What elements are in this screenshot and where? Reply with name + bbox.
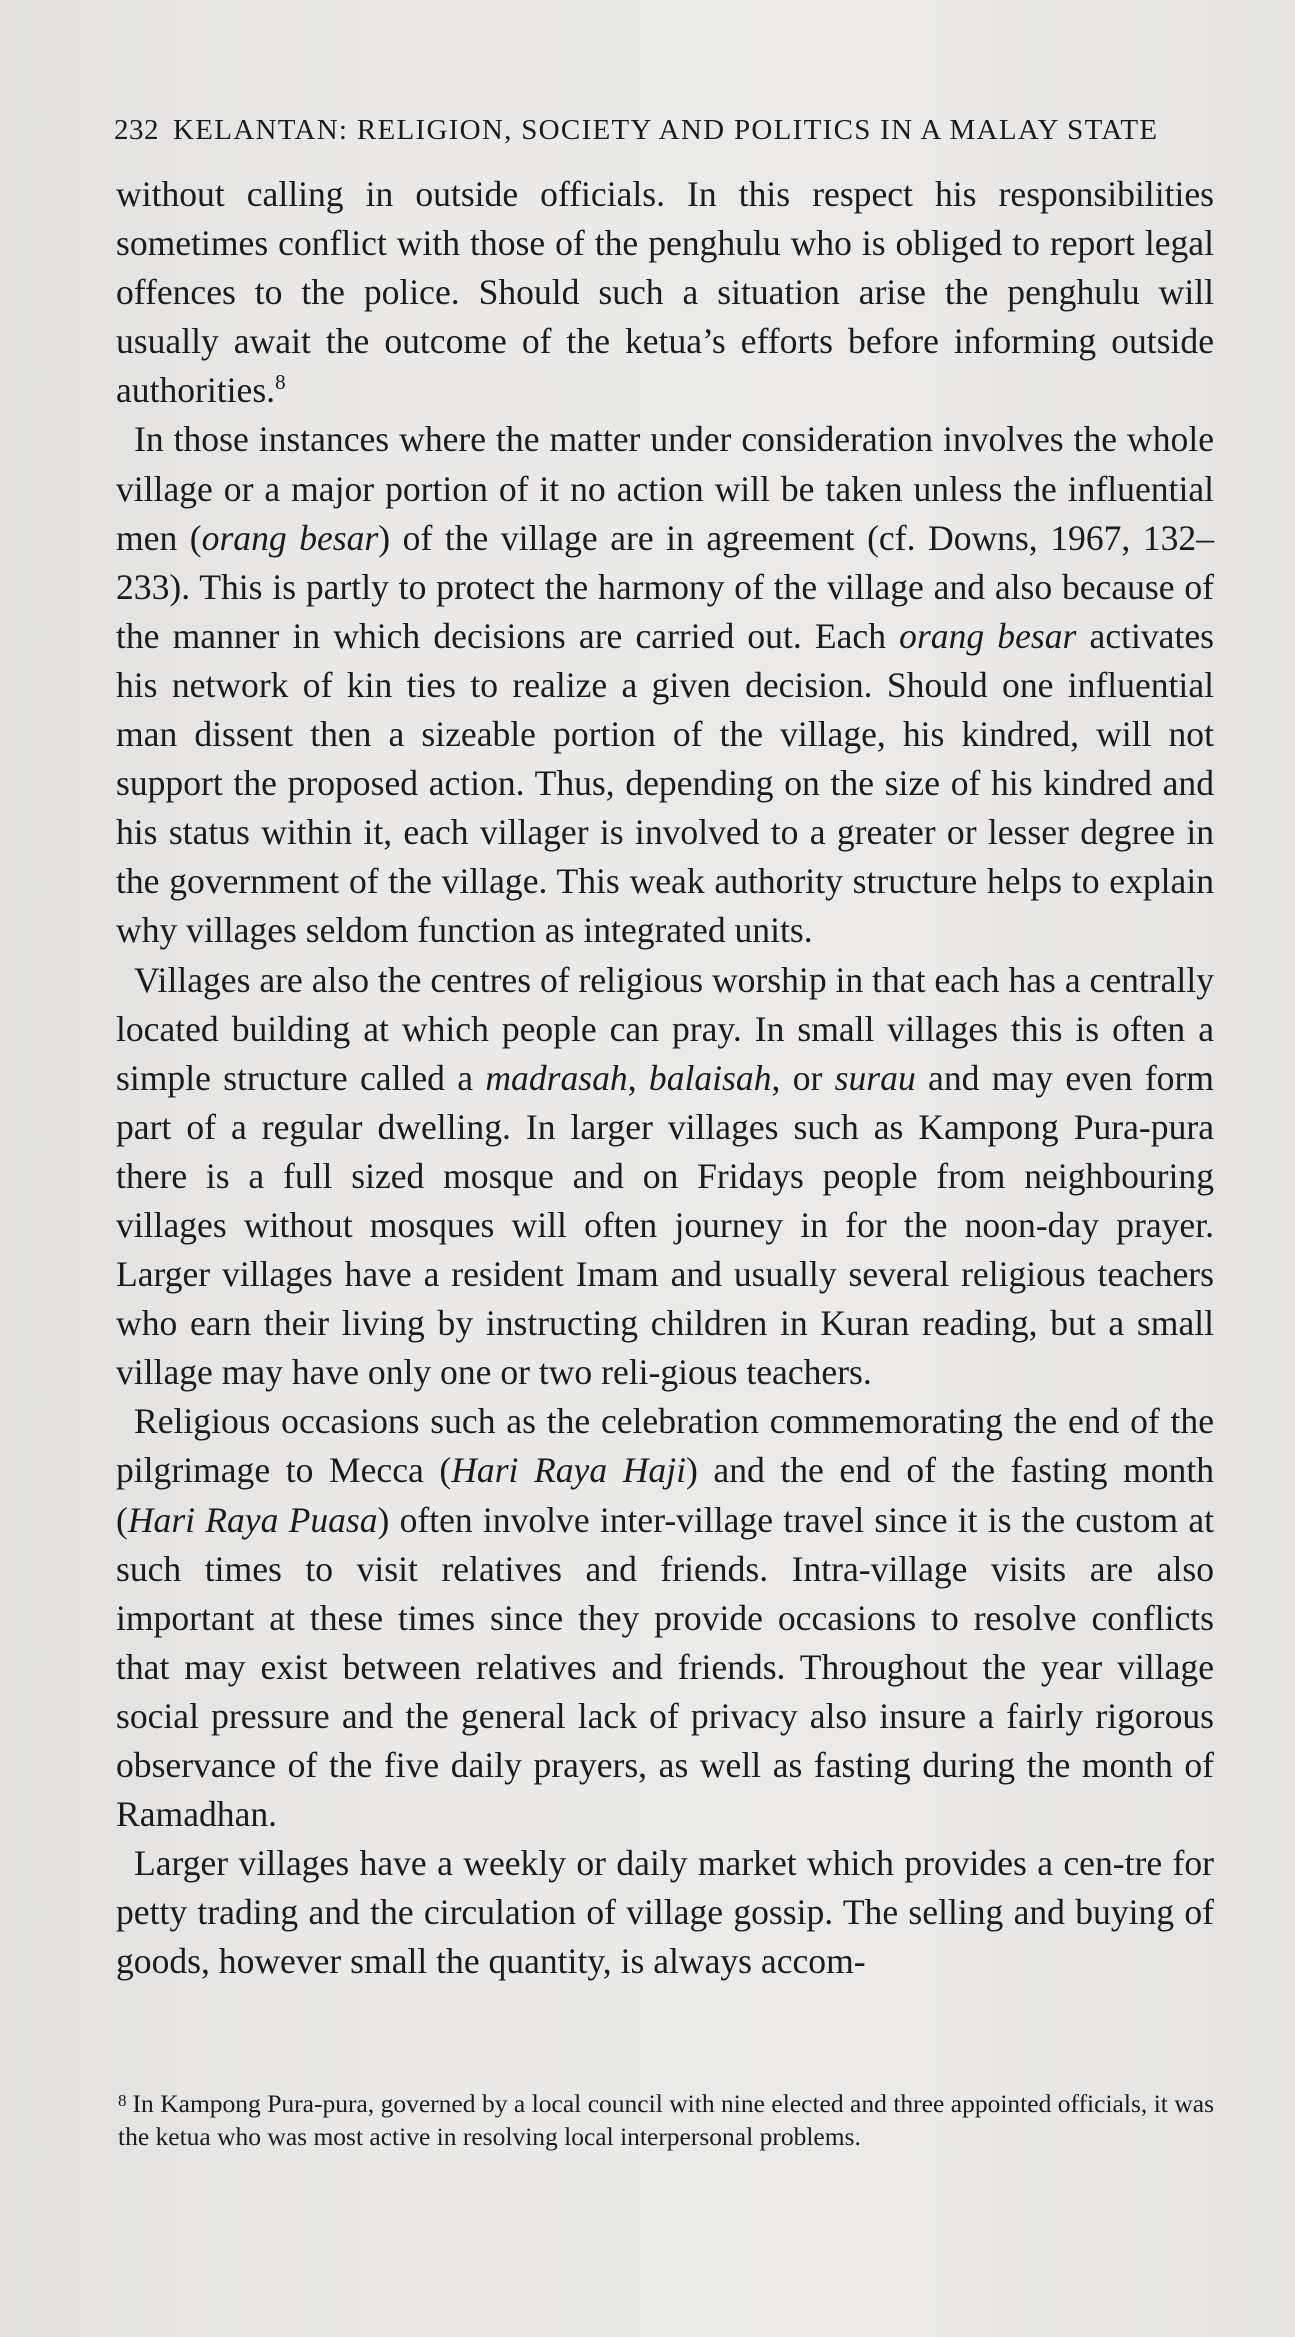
page-number: 232 [114, 114, 159, 146]
running-head [114, 114, 1158, 147]
paragraph-3: Villages are also the centres of religious worship in that each has a centrally located building at which people can pray. In small villages this is often a simple structure called a madrasah, balaisah, or surau and may even form part of a regular dwelling. In larger villages such as Kampong Pura-pura there is a full sized mosque and on Fridays people from neighbouring villages without mosques will often journey in for the noon-day prayer. Larger villages have a resident Imam and usually several religious teachers who earn their living by instructing children in Kuran reading, but a small village may have only one or two reli-gious teachers. [116, 959, 1214, 1393]
footnote-reference[interactable]: 8 [275, 370, 286, 395]
body-text [116, 170, 1214, 1986]
footnote-text: In Kampong Pura-pura, governed by a local council with nine elected and three appointed officials, it was the ketua who was most active in resolving local interpersonal problems. [118, 2089, 1214, 2151]
paragraph-5: Larger villages have a weekly or daily market which provides a cen-tre for petty trading and the circulation of village gossip. The selling and buying of goods, however small the quantity, is always accom- [116, 1843, 1214, 1982]
paragraph-2: In those instances where the matter under consideration involves the whole village or a major portion of it no action will be taken unless the influential men (orang besar) of the village are in agreement (cf. Downs, 1967, 132–233). This is partly to protect the harmony of the village and also because of the manner in which decisions are carried out. Each orang besar activates his network of kin ties to realize a given decision. Should one influential man dissent then a sizeable portion of the village, his kindred, will not support the proposed action. Thus, depending on the size of his kindred and his status within it, each villager is involved to a greater or lesser degree in the government of the village. This weak authority structure helps to explain why villages seldom function as integrated units. [116, 419, 1214, 951]
paragraph-1: without calling in outside officials. In this respect his responsibilities sometimes conflict with those of the penghulu who is obliged to report legal offences to the police. Should such a situation arise the penghulu will usually await the outcome of the ketua’s efforts before informing outside authorities.$^8$ [116, 174, 1214, 411]
footnote-marker: 8 [118, 2091, 127, 2110]
footnote [118, 2084, 1214, 2153]
paragraph-4: Religious occasions such as the celebration commemorating the end of the pilgrimage to Mecca (Hari Raya Haji) and the end of the fasting month (Hari Raya Puasa) often involve inter-village travel since it is the custom at such times to visit relatives and friends. Intra-village visits are also important at these times since they provide occasions to resolve conflicts that may exist between relatives and friends. Throughout the year village social pressure and the general lack of privacy also insure a fairly rigorous observance of the five daily prayers, as well as fasting during the month of Ramadhan. [116, 1401, 1214, 1835]
running-title: KELANTAN: RELIGION, SOCIETY AND POLITICS IN A MALAY STATE [173, 114, 1159, 146]
